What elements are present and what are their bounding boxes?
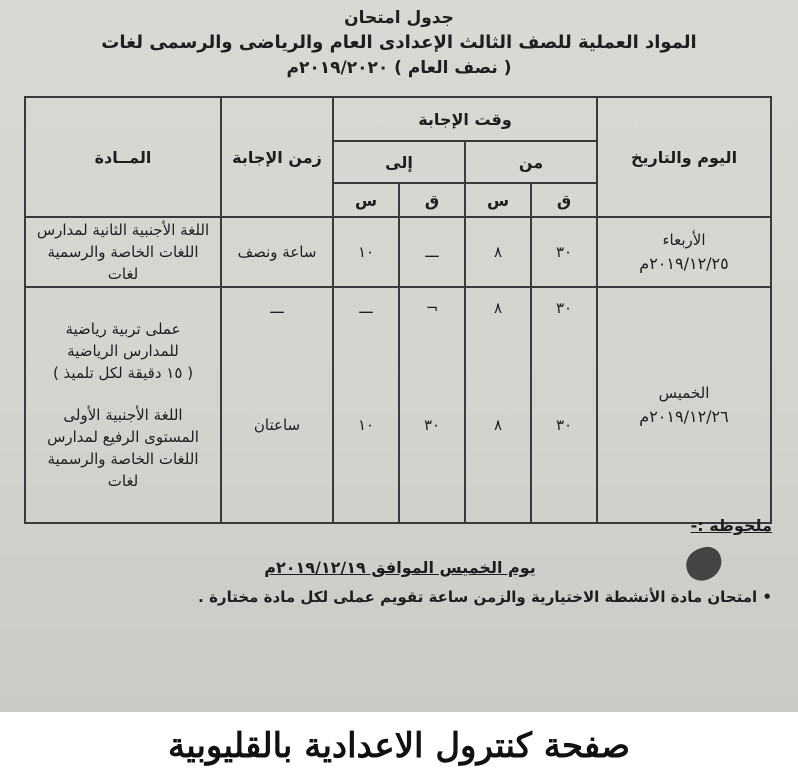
header-to-hour: س bbox=[333, 183, 399, 217]
subject-line: اللغات الخاصة والرسمية لغات bbox=[47, 243, 199, 283]
slot2-value: ٣٠ bbox=[423, 416, 441, 434]
subject-spacer bbox=[30, 384, 216, 404]
exam-date: ٢٠١٩/١٢/٢٥م bbox=[639, 254, 729, 273]
note-label: ملحوظة :- bbox=[690, 516, 772, 535]
slot2-value: ٣٠ bbox=[555, 416, 573, 434]
exam-date: ٢٠١٩/١٢/٢٦م bbox=[639, 407, 729, 426]
document-header bbox=[0, 6, 798, 80]
day-date-cell bbox=[597, 217, 771, 287]
day-name: الخميس bbox=[658, 384, 710, 402]
slot1-value: ¬ bbox=[425, 299, 439, 317]
note-date-line: يوم الخميس الموافق ٢٠١٩/١٢/١٩م bbox=[264, 558, 536, 577]
to-hour-cell: ١٠ bbox=[333, 217, 399, 287]
header-from-minute: ق bbox=[531, 183, 597, 217]
exam-schedule-table bbox=[24, 96, 772, 524]
note-item bbox=[72, 588, 772, 606]
table-row bbox=[25, 217, 771, 287]
header-to-minute: ق bbox=[399, 183, 465, 217]
header-duration: زمن الإجابة bbox=[221, 97, 333, 217]
subject-line: عملى تربية رياضية bbox=[65, 320, 181, 338]
from-hour-cell bbox=[465, 287, 531, 523]
document-subtitle: المواد العملية للصف الثالث الإعدادى العام والرياضى والرسمى لغات bbox=[101, 32, 697, 53]
subject-cell bbox=[25, 217, 221, 287]
document-term: ( نصف العام ) ٢٠١٩/٢٠٢٠م bbox=[286, 58, 512, 78]
subject-line: اللغات الخاصة والرسمية لغات bbox=[47, 450, 199, 490]
slot2-value: ١٠ bbox=[357, 416, 375, 434]
document-title: جدول امتحان bbox=[344, 8, 454, 28]
note-item-text: امتحان مادة الأنشطة الاختيارية والزمن ساعة تقويم عملى لكل مادة مختارة . bbox=[198, 588, 758, 606]
subject-line: اللغة الأجنبية الأولى bbox=[63, 406, 183, 424]
slot2-value: ٨ bbox=[493, 416, 503, 434]
subject-line: للمدارس الرياضية bbox=[67, 342, 179, 360]
duration-cell: ساعة ونصف bbox=[221, 217, 333, 287]
subject-line: ( ١٥ دقيقة لكل تلميذ ) bbox=[52, 364, 194, 382]
footer-caption: صفحة كنترول الاعدادية بالقليوبية bbox=[0, 712, 798, 781]
subject-cell bbox=[25, 287, 221, 523]
slot2-value: ساعتان bbox=[253, 416, 301, 434]
header-to: إلى bbox=[333, 141, 465, 183]
table-row bbox=[25, 287, 771, 523]
header-day-date: اليوم والتاريخ bbox=[597, 97, 771, 217]
day-name: الأربعاء bbox=[662, 231, 706, 249]
slot1-value: ٣٠ bbox=[555, 299, 573, 317]
slot1-value: ـــ bbox=[270, 299, 284, 317]
subject-line: المستوى الرفيع لمدارس bbox=[47, 428, 199, 446]
subject-line: اللغة الأجنبية الثانية لمدارس bbox=[36, 221, 210, 239]
day-date-cell bbox=[597, 287, 771, 523]
from-minute-cell bbox=[531, 287, 597, 523]
to-hour-cell bbox=[333, 287, 399, 523]
header-answer-time: وقت الإجابة bbox=[333, 97, 597, 141]
from-minute-cell: ٣٠ bbox=[531, 217, 597, 287]
slot1-value: ـــ bbox=[359, 299, 373, 317]
from-hour-cell: ٨ bbox=[465, 217, 531, 287]
to-minute-cell: ـــ bbox=[399, 217, 465, 287]
duration-cell bbox=[221, 287, 333, 523]
to-minute-cell bbox=[399, 287, 465, 523]
header-subject: المــادة bbox=[25, 97, 221, 217]
header-from-hour: س bbox=[465, 183, 531, 217]
slot1-value: ٨ bbox=[493, 299, 503, 317]
bullet-icon: • bbox=[757, 588, 772, 606]
ink-blot bbox=[682, 543, 726, 585]
header-from: من bbox=[465, 141, 597, 183]
